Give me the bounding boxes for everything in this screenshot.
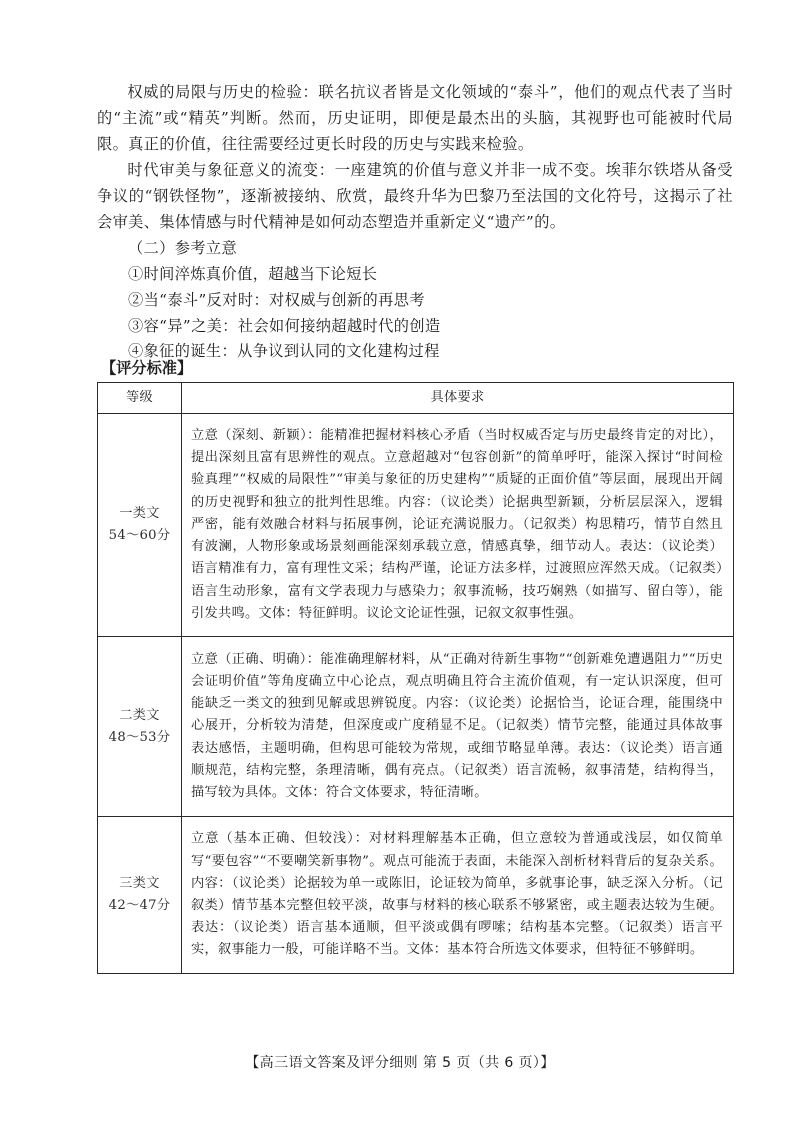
- requirements-cell: 立意（正确、明确）：能准确理解材料，从“正确对待新生事物”“创新难免遭遇阻力”“历史会证明价值”等角度确立中心论点，观点明确且符合主流价值观，有一定认识深度，但可能缺乏一类文的独到见解或思辨锐度。内容：（议论类）论据恰当，论证合理，能围绕中心展开，分析较为清楚，但深度或广度稍显不足。（记叙类）情节完整，能通过具体故事表达感悟，主题明确，但构思可能较为常规，或细节略显单薄。表达：（议论类）语言通顺规范，结构完整，条理清晰，偶有亮点。（记叙类）语言流畅，叙事清楚，结构得当，描写较为具体。文体：符合文体要求，特征清晰。: [182, 637, 734, 817]
- grading-heading: 【评分标准】: [101, 359, 193, 377]
- idea-item-3: ③容“异”之美：社会如何接纳超越时代的创造: [128, 317, 441, 335]
- page-footer: 【高三语文答案及评分细则 第 5 页（共 6 页）】: [245, 1055, 555, 1071]
- header-grade: 等级: [98, 383, 182, 414]
- grade-range: 48～53分: [108, 729, 171, 745]
- grade-cell: [98, 817, 182, 974]
- table-row: [98, 817, 734, 974]
- table-row: [98, 414, 734, 637]
- paragraph-aesthetics: 时代审美与象征意义的流变：一座建筑的价值与意义并非一成不变。埃菲尔铁塔从备受争议的“钢铁怪物”，逐渐被接纳、欣赏，最终升华为巴黎乃至法国的文化符号，这揭示了社会审美、集体情感与时代精神是如何动态塑造并重新定义“遗产”的。: [97, 161, 733, 231]
- header-requirements: 具体要求: [182, 383, 734, 414]
- table-header-row: [98, 383, 734, 414]
- grade-label: 三类文: [119, 876, 160, 891]
- requirements-cell: 立意（基本正确、但较浅）：对材料理解基本正确，但立意较为普通或浅层，如仅简单写“要包容”“不要嘲笑新事物”。观点可能流于表面，未能深入剖析材料背后的复杂关系。内容：（议论类）论据较为单一或陈旧，论证较为简单，多就事论事，缺乏深入分析。（记叙类）情节基本完整但较平淡，故事与材料的核心联系不够紧密，或主题表达较为生硬。表达：（议论类）语言基本通顺，但平淡或偶有啰嗦；结构基本完整。（记叙类）语言平实，叙事能力一般，可能详略不当。文体：基本符合所选文体要求，但特征不够鲜明。: [182, 817, 734, 974]
- grade-label: 二类文: [119, 707, 160, 723]
- idea-item-2: ②当“泰斗”反对时：对权威与创新的再思考: [128, 291, 425, 309]
- grade-cell: [98, 414, 182, 637]
- grade-range: 42～47分: [108, 898, 171, 913]
- paragraph-authority: 权威的局限与历史的检验：联名抗议者皆是文化领域的“泰斗”，他们的观点代表了当时的“主流”或“精英”判断。然而，历史证明，即便是最杰出的头脑，其视野也可能被时代局限。真正的价值，往往需要经过更长时段的历史与实践来检验。: [97, 83, 733, 153]
- table-row: [98, 637, 734, 817]
- grade-cell: [98, 637, 182, 817]
- section-title: （二）参考立意: [128, 239, 238, 257]
- grade-range: 54～60分: [108, 528, 171, 543]
- idea-item-1: ①时间淬炼真价值，超越当下论短长: [128, 265, 378, 283]
- grade-label: 一类文: [119, 506, 160, 521]
- grading-table: [97, 382, 734, 974]
- idea-item-4: ④象征的诞生：从争议到认同的文化建构过程: [128, 342, 440, 360]
- requirements-cell: 立意（深刻、新颖）：能精准把握材料核心矛盾（当时权威否定与历史最终肯定的对比），提出深刻且富有思辨性的观点。立意超越对“包容创新”的简单呼吁，能深入探讨“时间检验真理”“权威的局限性”“审美与象征的历史建构”“质疑的正面价值”等层面，展现出开阔的历史视野和独立的批判性思维。内容：（议论类）论据典型新颖，分析层层深入，逻辑严密，能有效融合材料与拓展事例，论证充满说服力。（记叙类）构思精巧，情节自然且有波澜，人物形象或场景刻画能深刻承载立意，情感真挚，细节动人。表达：（议论类）语言精准有力，富有理性文采；结构严谨，论证方法多样，过渡照应浑然天成。（记叙类）语言生动形象，富有文学表现力与感染力；叙事流畅，技巧娴熟（如描写、留白等），能引发共鸣。文体：特征鲜明。议论文论证性强，记叙文叙事性强。: [182, 414, 734, 637]
